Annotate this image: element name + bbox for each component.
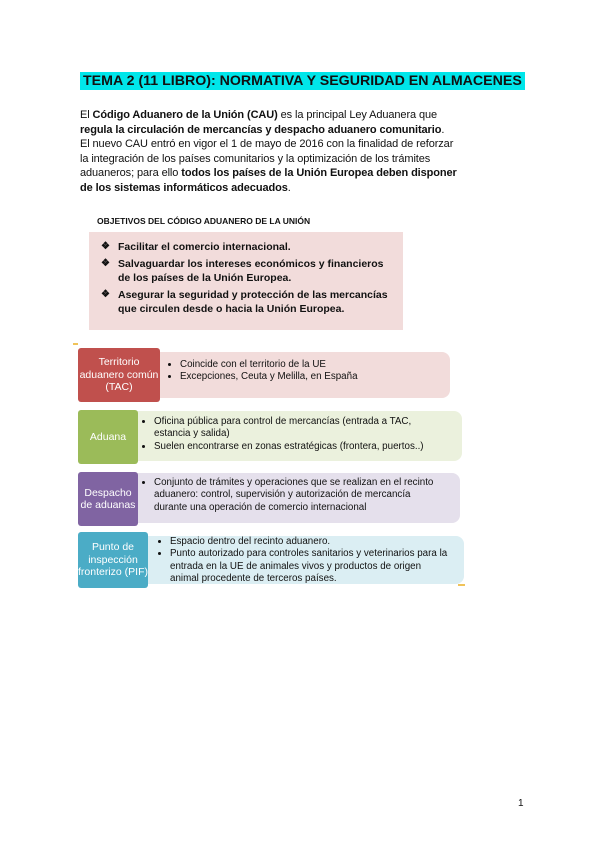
tac-bullet: • Excepciones, Ceuta y Melilla, en España <box>180 371 450 383</box>
intro-text-span: es la principal Ley Aduanera que <box>277 109 438 121</box>
despacho-bullets <box>128 473 444 514</box>
intro-bold-paises: todos los países de la Unión Europea deben disponer de los sistemas informáticos adecuados <box>80 167 457 194</box>
objectives-heading: OBJETIVOS DEL CÓDIGO ADUANERO DE LA UNIÓN <box>97 216 311 226</box>
diamond-bullet-icon: ❖ <box>101 258 110 269</box>
tac-label-text: Territorio aduanero común (TAC) <box>79 356 159 394</box>
decorative-mark <box>458 584 465 586</box>
intro-text-span: . <box>441 123 445 136</box>
despacho-bullet: • Conjunto de trámites y operaciones que se realizan en el recinto aduanero: control, supervisión y autorización de mercancía durante una operación de comercio internacional <box>154 477 444 514</box>
aduana-label <box>78 410 138 464</box>
despacho-label-text: Despacho de aduanas <box>80 486 136 511</box>
objective-text: Salvaguardar los intereses económicos y financieros de los países de la Unión Europea. <box>118 258 384 284</box>
aduana-bullet: • Suelen encontrarse en zonas estratégicas (frontera, puertos..) <box>154 441 444 453</box>
intro-text-span: El <box>80 109 93 121</box>
objective-item <box>101 240 395 254</box>
pif-bullet: • Punto autorizado para controles sanitarios y veterinarios para la entrada en la UE de animales vivos y productos de origen animal procedente de terceros países. <box>170 548 450 585</box>
pif-bullet: • Espacio dentro del recinto aduanero. <box>170 536 450 548</box>
tac-label <box>78 348 160 402</box>
diamond-bullet-icon: ❖ <box>101 241 110 252</box>
objectives-box <box>89 232 403 330</box>
aduana-label-text: Aduana <box>89 430 127 443</box>
diamond-bullet-icon: ❖ <box>101 289 110 300</box>
despacho-label <box>78 472 138 526</box>
pif-panel <box>140 536 464 584</box>
intro-text-span: El nuevo CAU entró en vigor el 1 de mayo de 2016 con la finalidad de reforzar la integración de los países comunitarios y la optimización de los trámites aduaneros; para ello <box>80 138 454 179</box>
page-title: TEMA 2 (11 LIBRO): NORMATIVA Y SEGURIDAD EN ALMACENES <box>80 72 525 90</box>
page-number: 1 <box>518 798 524 809</box>
intro-text-span: . <box>287 181 291 194</box>
decorative-mark <box>73 343 78 345</box>
pif-label-text: Punto de inspección fronterizo (PIF) <box>78 541 149 579</box>
objective-text: Facilitar el comercio internacional. <box>118 241 291 253</box>
objective-item <box>101 257 395 285</box>
tac-panel <box>148 352 450 398</box>
aduana-bullets <box>128 411 444 453</box>
intro-paragraph-1 <box>80 108 460 137</box>
intro-bold-cau: Código Aduanero de la Unión (CAU) <box>92 109 278 121</box>
pif-label <box>78 532 148 588</box>
intro-bold-regula: regula la circulación de mercancías y despacho aduanero comunitario <box>80 123 442 136</box>
intro-text <box>80 108 460 195</box>
aduana-panel <box>128 411 462 461</box>
objective-item <box>101 288 395 316</box>
tac-bullets <box>148 352 450 384</box>
aduana-bullet: • Oficina pública para control de mercancías (entrada a TAC, estancia y salida) <box>154 416 444 441</box>
intro-paragraph-2 <box>80 137 460 195</box>
tac-bullet: • Coincide con el territorio de la UE <box>180 359 450 371</box>
pif-bullets <box>140 536 450 585</box>
objectives-list <box>89 232 403 316</box>
objective-text: Asegurar la seguridad y protección de las mercancías que circulen desde o hacia la Unión Europea. <box>118 289 388 315</box>
despacho-panel <box>128 473 460 523</box>
